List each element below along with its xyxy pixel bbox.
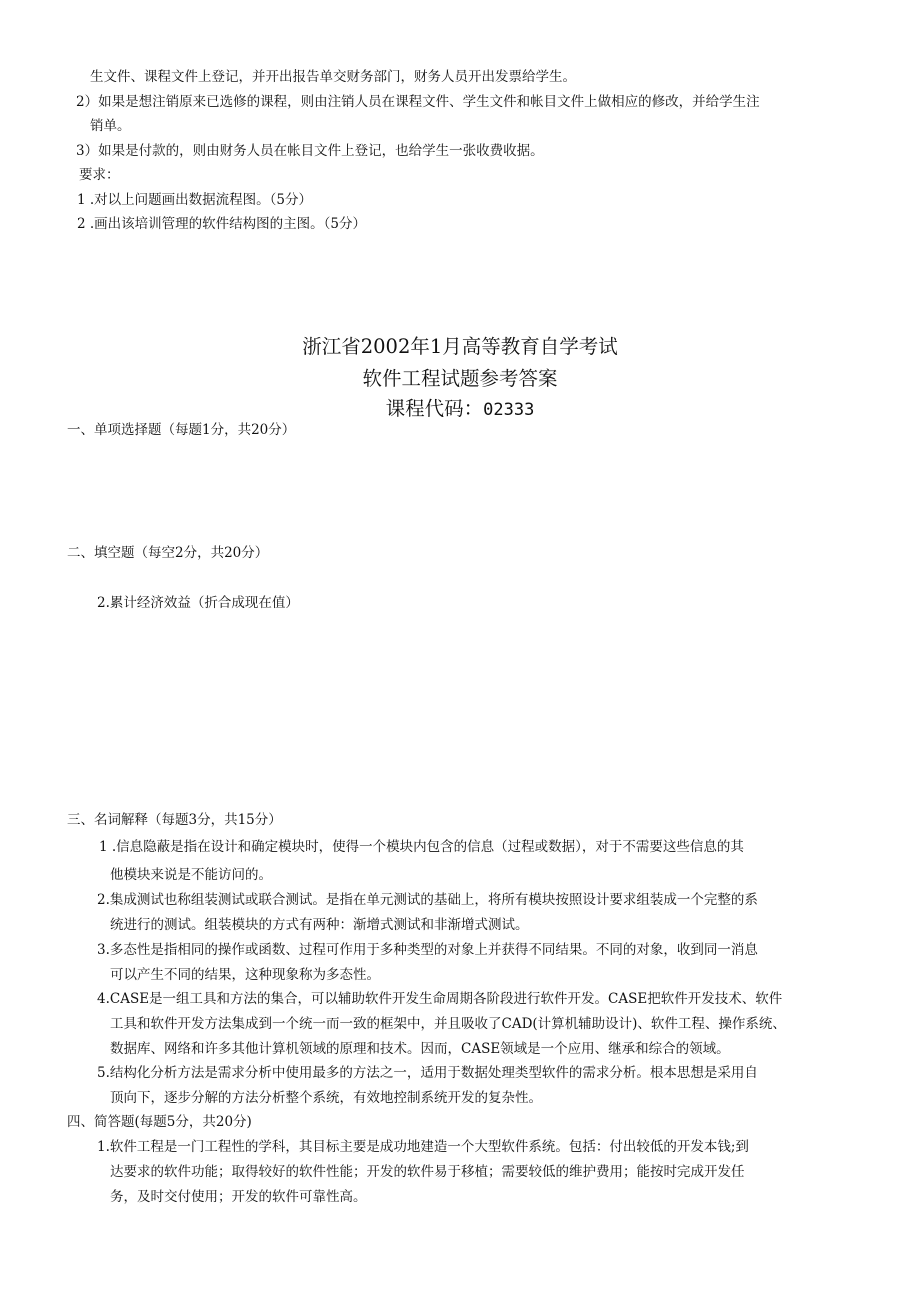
term-4-line-1: 4.CASE是一组工具和方法的集合，可以辅助软件开发生命周期各阶段进行软件开发。CASE把软件开发技术、软件 (97, 991, 783, 1007)
requirement-2: 2 .画出该培训管理的软件结构图的主图。（5分） (77, 216, 367, 232)
short-answer-1-line-2: 达要求的软件功能；取得较好的软件性能；开发的软件易于移植；需要较低的维护费用；能按时完成开发任 (110, 1164, 745, 1180)
course-code-label: 课程代码： (385, 397, 484, 420)
term-5-line-1: 5.结构化分析方法是需求分析中使用最多的方法之一，适用于数据处理类型软件的需求分析。根本思想是采用自 (97, 1065, 758, 1081)
course-code-line (0, 396, 920, 423)
section-4-heading: 四、简答题(每题5分，共20分) (67, 1114, 252, 1130)
intro-line-4: 3）如果是付款的，则由财务人员在帐目文件上登记，也给学生一张收费收据。 (76, 143, 544, 159)
term-1-line-1: 1 .信息隐蔽是指在设计和确定模块时，使得一个模块内包含的信息（过程或数据），对于不需要这些信息的其 (99, 839, 744, 855)
section-3-heading: 三、名词解释（每题3分，共15分） (67, 812, 282, 828)
short-answer-1-line-1: 1.软件工程是一门工程性的学科，其目标主要是成功地建造一个大型软件系统。包括：付出较低的开发本钱;到 (97, 1139, 749, 1155)
requirements-label: 要求： (79, 167, 120, 183)
term-1-line-2: 他模块来说是不能访问的。 (110, 867, 272, 883)
intro-line-3: 销单。 (90, 118, 131, 134)
term-3-line-1: 3.多态性是指相同的操作或函数、过程可作用于多种类型的对象上并获得不同结果。不同的对象，收到同一消息 (97, 942, 758, 958)
intro-line-1: 生文件、课程文件上登记，并开出报告单交财务部门，财务人员开出发票给学生。 (90, 69, 576, 85)
term-4-line-2: 工具和软件开发方法集成到一个统一而一致的框架中，并且吸收了CAD(计算机辅助设计)、软件工程、操作系统、 (110, 1016, 786, 1032)
section-1-heading: 一、单项选择题（每题1分，共20分） (67, 422, 296, 438)
term-2-line-2: 统进行的测试。组装模块的方式有两种：渐增式测试和非渐增式测试。 (110, 917, 529, 933)
fill-blank-item-2: 2.累计经济效益（折合成现在值） (97, 595, 299, 611)
answer-title: 浙江省2002年1月高等教育自学考试 (302, 335, 618, 358)
short-answer-1-line-3: 务，及时交付使用；开发的软件可靠性高。 (110, 1189, 367, 1205)
term-4-line-3: 数据库、网络和许多其他计算机领域的原理和技术。因而，CASE领域是一个应用、继承和综合的领域。 (110, 1041, 730, 1057)
section-2-heading: 二、填空题（每空2分，共20分） (67, 545, 269, 561)
answer-subtitle: 软件工程试题参考答案 (362, 367, 558, 390)
requirement-1: 1 .对以上问题画出数据流程图。（5分） (77, 192, 313, 208)
term-3-line-2: 可以产生不同的结果，这种现象称为多态性。 (110, 967, 380, 983)
course-code: 02333 (483, 400, 535, 420)
intro-line-2: 2）如果是想注销原来已选修的课程，则由注销人员在课程文件、学生文件和帐目文件上做相应的修改，并给学生注 (76, 94, 760, 110)
term-2-line-1: 2.集成测试也称组装测试或联合测试。是指在单元测试的基础上，将所有模块按照设计要求组装成一个完整的系 (97, 892, 758, 908)
term-5-line-2: 顶向下，逐步分解的方法分析整个系统，有效地控制系统开发的复杂性。 (110, 1090, 542, 1106)
